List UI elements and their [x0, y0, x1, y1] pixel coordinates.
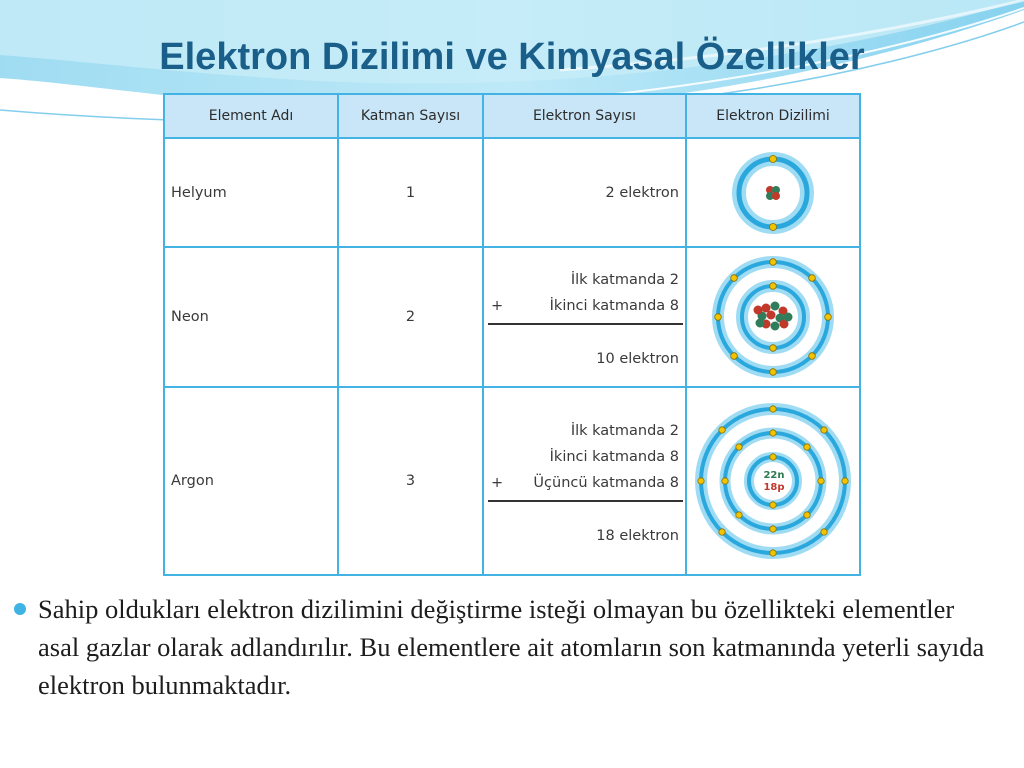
- header-electron-count: Elektron Sayısı: [483, 94, 686, 138]
- electron-configuration-table: [163, 93, 861, 576]
- shell-count: 1: [338, 138, 483, 247]
- sum-divider: [488, 500, 683, 502]
- neon-atom-diagram: [686, 247, 860, 387]
- neutron-label: 22n: [763, 470, 785, 481]
- shell-line: [484, 293, 685, 319]
- table-row-helium: [164, 138, 860, 247]
- sum-divider: [488, 323, 683, 325]
- electron-count-breakdown: [483, 247, 686, 387]
- element-name: Neon: [164, 247, 338, 387]
- shell-line: [484, 470, 685, 496]
- shell-count: 3: [338, 387, 483, 575]
- electron-count-breakdown: [483, 387, 686, 575]
- helium-atom-diagram: [686, 138, 860, 247]
- header-shell-count: Katman Sayısı: [338, 94, 483, 138]
- header-element-name: Element Adı: [164, 94, 338, 138]
- helium-atom-icon: [688, 143, 858, 243]
- table-row-neon: [164, 247, 860, 387]
- slide-title: Elektron Dizilimi ve Kimyasal Özellikler: [159, 36, 865, 78]
- shell-count: 2: [338, 247, 483, 387]
- shell-line-text: İkinci katmanda 8: [549, 298, 679, 314]
- plus-sign: +: [491, 298, 504, 314]
- shell-line: İkinci katmanda 8: [549, 449, 679, 465]
- bullet-text: Sahip oldukları elektron dizilimini değiştirme isteği olmayan bu özellikteki elementler asal gazlar olarak adlandırılır. Bu elementlere ait atomların son katmanında yeterli sayıda elektron bulunmaktadır.: [38, 594, 985, 700]
- table-header-row: [164, 94, 860, 138]
- plus-sign: +: [491, 475, 504, 491]
- electron-total: 2 elektron: [483, 138, 686, 247]
- shell-line: İlk katmanda 2: [570, 423, 679, 439]
- element-name: Argon: [164, 387, 338, 575]
- neon-atom-icon: [688, 250, 858, 384]
- proton-label: 18p: [763, 482, 785, 493]
- header-electron-configuration: Elektron Dizilimi: [686, 94, 860, 138]
- bullet-item: [14, 590, 994, 704]
- argon-atom-icon: [688, 391, 858, 571]
- electron-total: 18 elektron: [596, 528, 679, 544]
- shell-line: İlk katmanda 2: [570, 272, 679, 288]
- electron-total: 10 elektron: [596, 351, 679, 367]
- element-name: Helyum: [164, 138, 338, 247]
- shell-line-text: Üçüncü katmanda 8: [533, 475, 679, 491]
- bullet-dot-icon: [14, 603, 26, 615]
- table-row-argon: [164, 387, 860, 575]
- argon-atom-diagram: [686, 387, 860, 575]
